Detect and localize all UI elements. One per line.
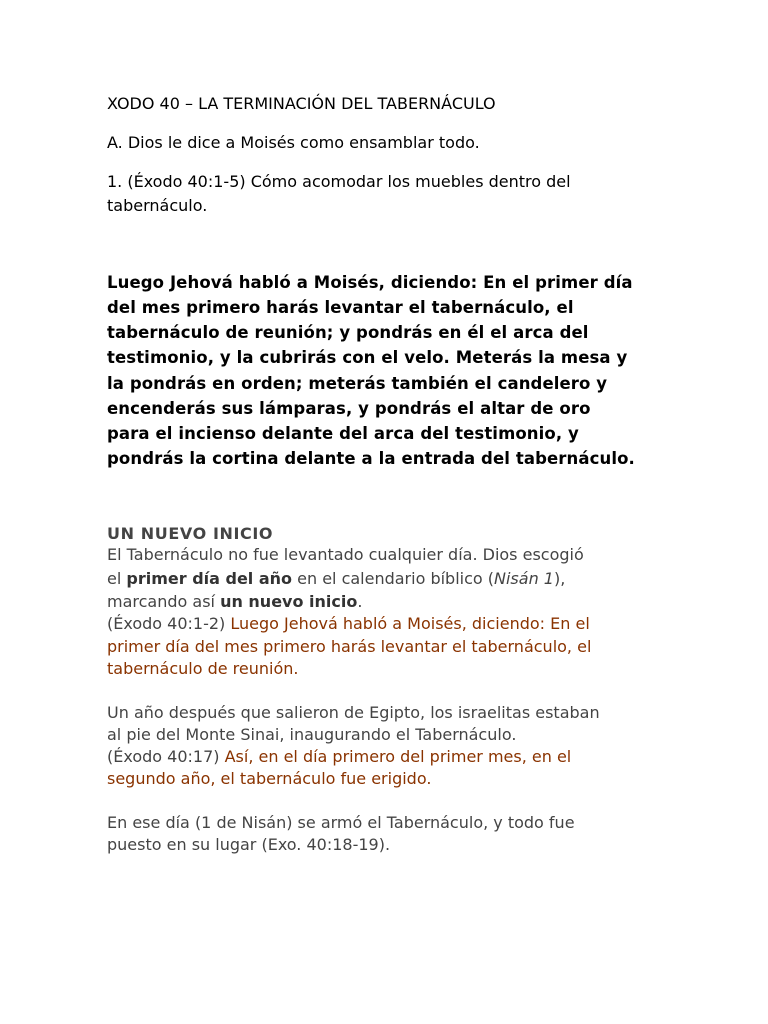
text-run: ), <box>553 569 566 588</box>
reference-1: (Éxodo 40:1-2) <box>107 614 231 633</box>
emphasis-new-beginning: un nuevo inicio <box>220 592 358 611</box>
text-run: . <box>357 592 363 611</box>
text-run: marcando así <box>107 592 221 611</box>
paragraph-2-line-1: Un año después que salieron de Egipto, los israelitas estaban <box>107 703 600 722</box>
paragraph-2-line-2: al pie del Monte Sinai, inaugurando el Tabernáculo. <box>107 725 517 744</box>
quote-2-line-2: segundo año, el tabernáculo fue erigido. <box>107 769 432 788</box>
scripture-line: tabernáculo de reunión; y pondrás en él el arca del <box>107 323 589 342</box>
scripture-line: para el incienso delante del arca del testimonio, y <box>107 424 579 443</box>
paragraph-3-line-2: puesto en su lugar (Exo. 40:18-19). <box>107 835 391 854</box>
quote-1-line-2: primer día del mes primero harás levantar el tabernáculo, el <box>107 637 592 656</box>
document-title: XODO 40 – LA TERMINACIÓN DEL TABERNÁCULO <box>107 94 496 113</box>
emphasis-first-day: primer día del año <box>126 569 293 588</box>
section-a-heading: A. Dios le dice a Moisés como ensamblar todo. <box>107 133 480 152</box>
scripture-line: la pondrás en orden; meterás también el candelero y <box>107 374 608 393</box>
quote-1-line-3: tabernáculo de reunión. <box>107 659 299 678</box>
quote-2-line-1 <box>107 747 571 767</box>
paragraph-3-line-1: En ese día (1 de Nisán) se armó el Tabernáculo, y todo fue <box>107 813 575 832</box>
scripture-line: del mes primero harás levantar el tabernáculo, el <box>107 298 574 317</box>
text-run: el <box>107 569 127 588</box>
paragraph-1-line-1: El Tabernáculo no fue levantado cualquier día. Dios escogió <box>107 545 584 564</box>
paragraph-1-line-3 <box>107 592 362 612</box>
new-beginning-heading: UN NUEVO INICIO <box>107 524 274 543</box>
text-run: en el calendario bíblico ( <box>292 569 495 588</box>
quote-text: Luego Jehová habló a Moisés, diciendo: En el <box>230 614 590 633</box>
quote-text: Así, en el día primero del primer mes, en el <box>224 747 572 766</box>
scripture-line: pondrás la cortina delante a la entrada del tabernáculo. <box>107 449 635 468</box>
emphasis-nisan: Nisán 1 <box>494 569 554 588</box>
reference-2: (Éxodo 40:17) <box>107 747 225 766</box>
point-1-line-1: 1. (Éxodo 40:1-5) Cómo acomodar los muebles dentro del <box>107 172 571 191</box>
scripture-line: Luego Jehová habló a Moisés, diciendo: En el primer día <box>107 273 633 292</box>
scripture-line: encenderás sus lámparas, y pondrás el altar de oro <box>107 399 591 418</box>
paragraph-1-line-2 <box>107 569 565 589</box>
point-1-line-2: tabernáculo. <box>107 196 208 215</box>
scripture-line: testimonio, y la cubrirás con el velo. Meterás la mesa y <box>107 348 628 367</box>
quote-1-line-1 <box>107 614 590 634</box>
